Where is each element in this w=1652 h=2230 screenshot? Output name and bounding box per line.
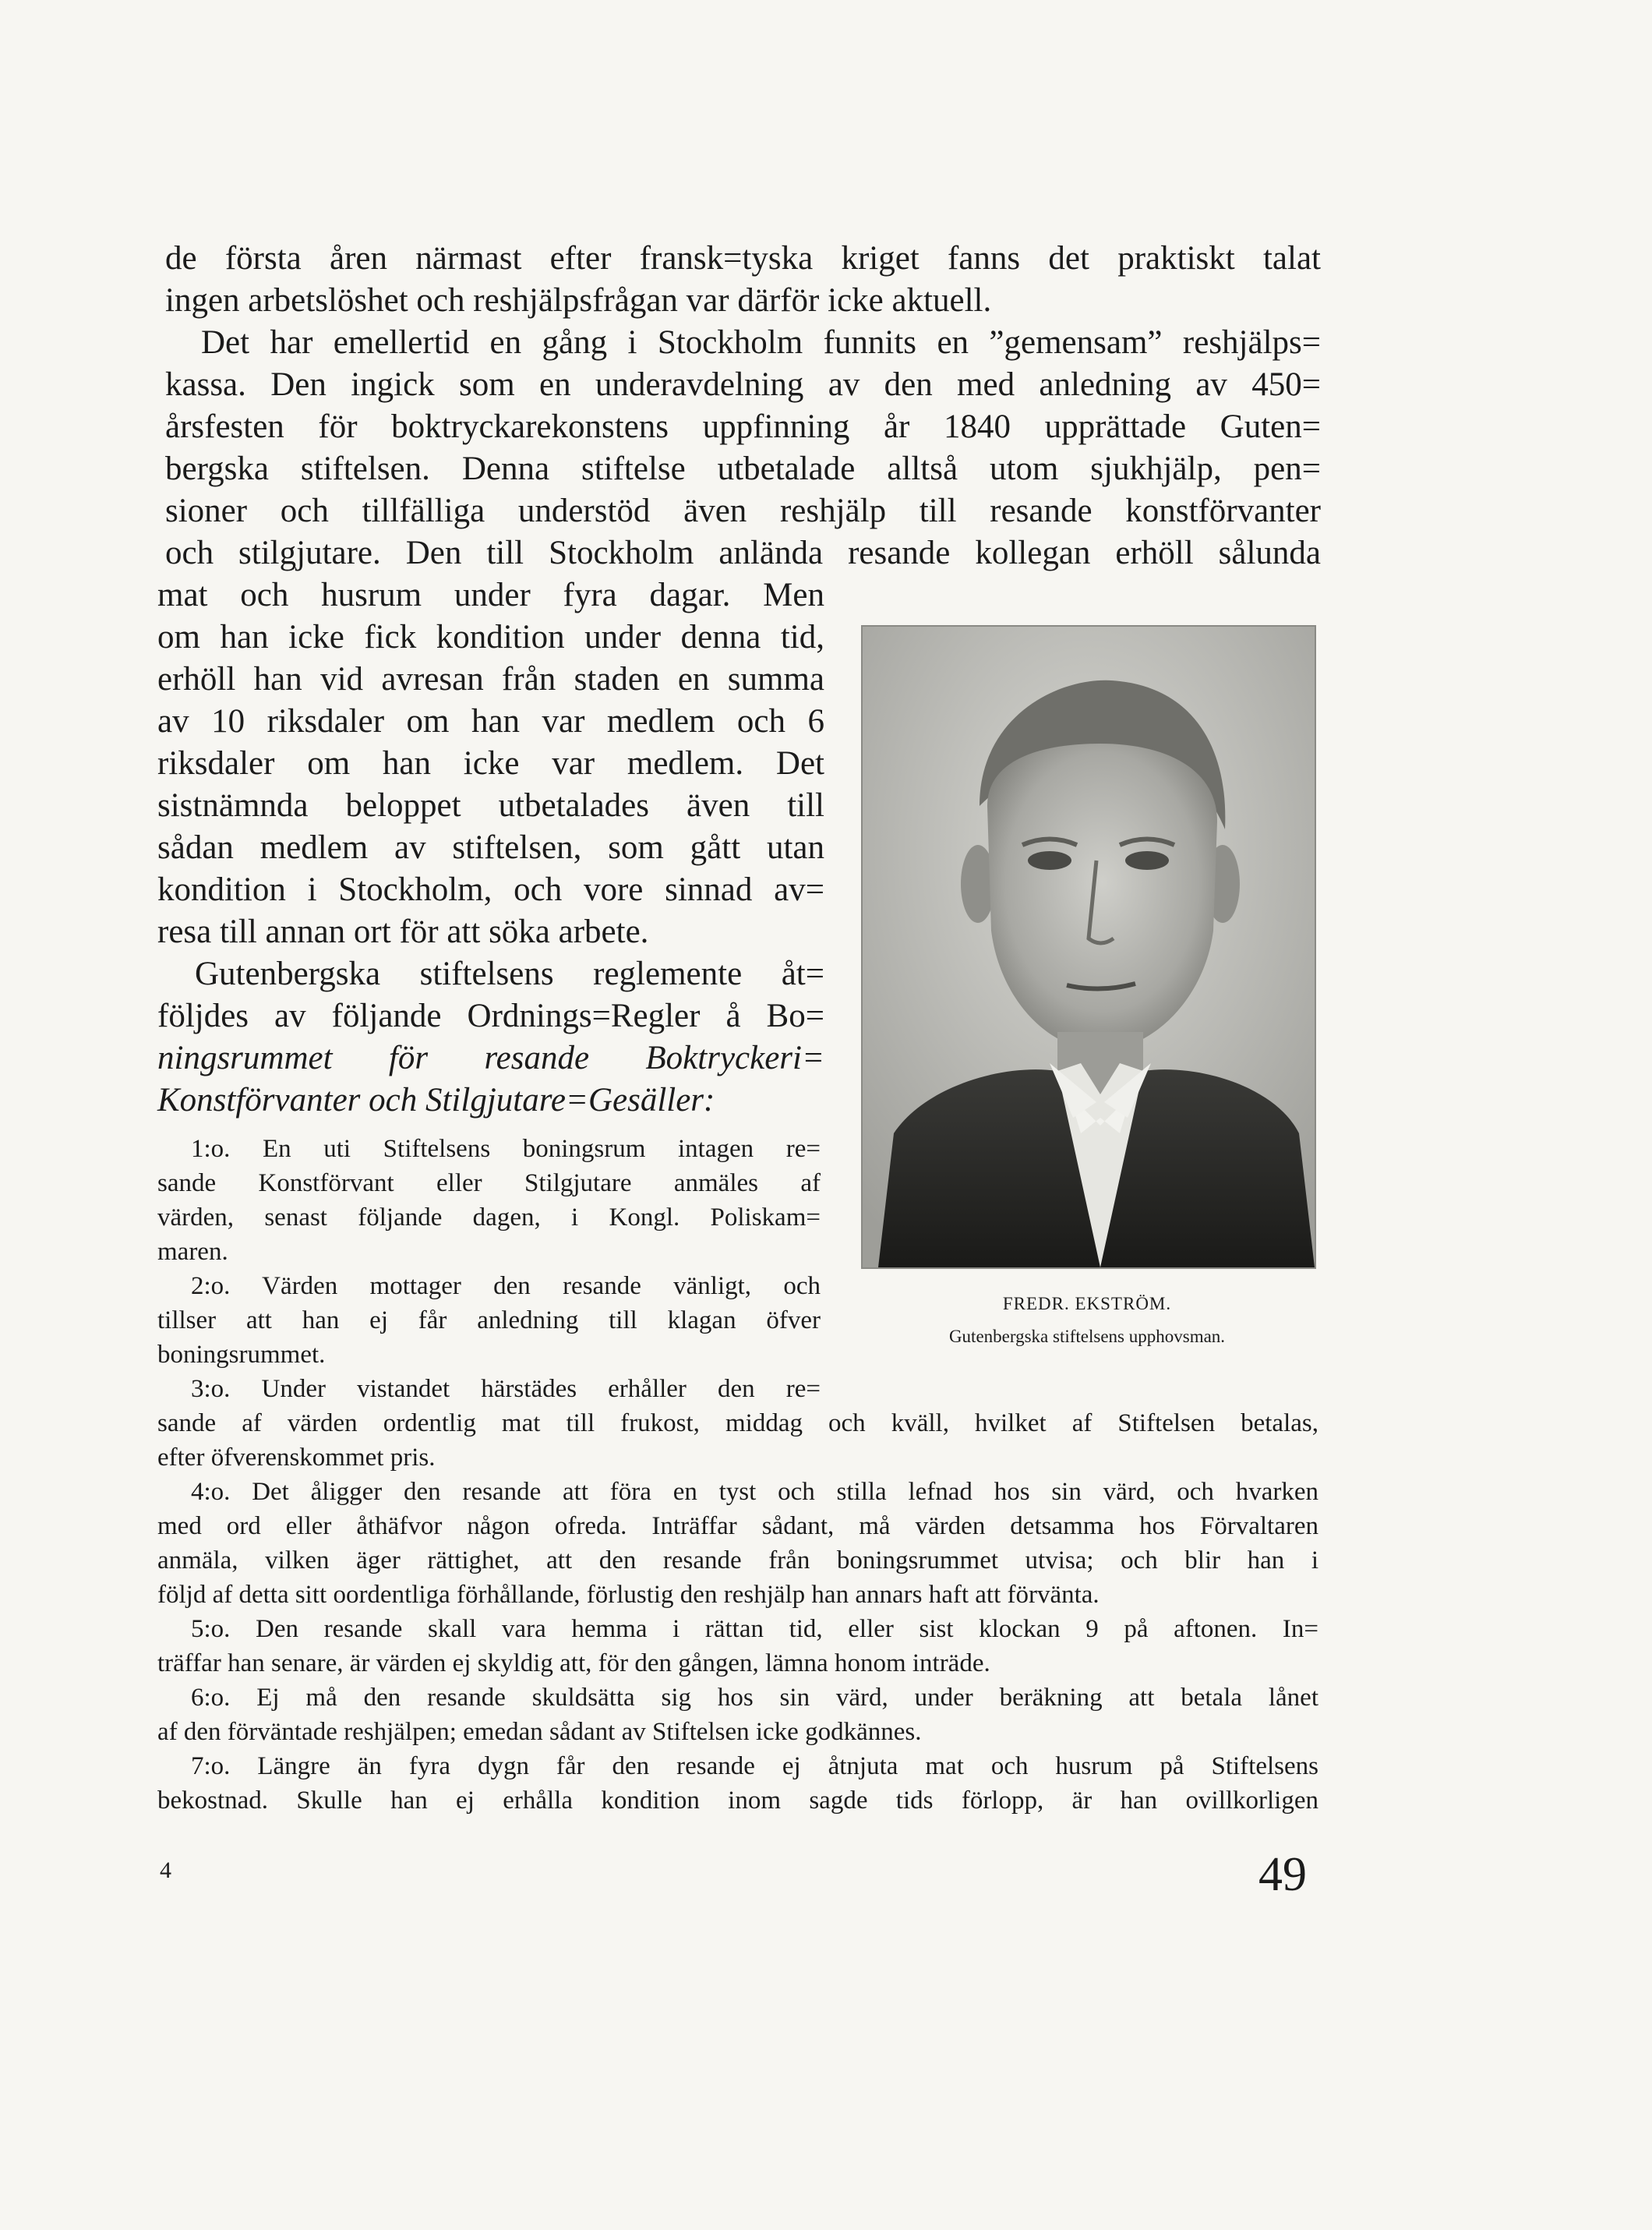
rule-line: efter öfverenskommet pris. — [157, 1444, 436, 1472]
rule-line: med ord eller åthäfvor någon ofreda. Inträffar sådant, må värden detsamma hos Förvaltaren — [157, 1512, 1318, 1540]
text-line: Det har emellertid en gång i Stockholm funnits en ”gemensam” reshjälps= — [201, 324, 1321, 361]
rule-line: 5:o. Den resande skall vara hemma i rättan tid, eller sist klockan 9 på aftonen. In= — [191, 1615, 1318, 1643]
rule-line: af den förväntade reshjälpen; emedan sådant av Stiftelsen icke godkännes. — [157, 1718, 922, 1746]
text-line: ingen arbetslöshet och reshjälpsfrågan var därför icke aktuell. — [165, 282, 992, 319]
rule-line: maren. — [157, 1238, 228, 1266]
rule-line: följd af detta sitt oordentliga förhållande, förlustig den reshjälp han annars haft att förvänta. — [157, 1581, 1100, 1609]
text-line: Konstförvanter och Stilgjutare=Gesäller: — [157, 1082, 715, 1119]
rule-line: anmäla, vilken äger rättighet, att den resande från boningsrummet utvisa; och blir han i — [157, 1546, 1318, 1574]
text-line: riksdaler om han icke var medlem. Det — [157, 745, 824, 782]
rule-line: 1:o. En uti Stiftelsens boningsrum intagen re= — [191, 1135, 821, 1163]
portrait-caption-role: Gutenbergska stiftelsens upphovsman. — [948, 1327, 1226, 1346]
rule-line: 3:o. Under vistandet härstädes erhåller den re= — [191, 1375, 821, 1403]
text-line: de första åren närmast efter fransk=tyska kriget fanns det praktiskt talat — [165, 240, 1321, 277]
text-line: sistnämnda beloppet utbetalades även till — [157, 787, 824, 824]
text-line: bergska stiftelsen. Denna stiftelse utbetalade alltså utom sjukhjälp, pen= — [165, 451, 1321, 487]
text-line: följdes av följande Ordnings=Regler å Bo= — [157, 998, 824, 1034]
text-line: årsfesten för boktryckarekonstens uppfinning år 1840 upprättade Guten= — [165, 408, 1321, 445]
text-line: mat och husrum under fyra dagar. Men — [157, 577, 824, 613]
text-line: om han icke fick kondition under denna tid, — [157, 619, 824, 656]
rule-line: sande Konstförvant eller Stilgjutare anmäles af — [157, 1169, 821, 1197]
text-line: sådan medlem av stiftelsen, som gått utan — [157, 829, 824, 866]
portrait-caption-name: FREDR. EKSTRÖM. — [1002, 1294, 1172, 1313]
page-number: 49 — [1258, 1848, 1307, 1901]
rule-line: träffar han senare, är värden ej skyldig att, för den gången, lämna honom inträde. — [157, 1649, 990, 1677]
text-line: ningsrummet för resande Boktryckeri= — [157, 1040, 824, 1076]
rule-line: värden, senast följande dagen, i Kongl. Poliskam= — [157, 1203, 821, 1232]
signature-mark: 4 — [160, 1857, 171, 1883]
text-line: sioner och tillfälliga understöd även reshjälp till resande konstförvanter — [165, 493, 1321, 529]
rule-line: 4:o. Det åligger den resande att föra en tyst och stilla lefnad hos sin värd, och hvarken — [191, 1478, 1318, 1506]
rule-line: 2:o. Värden mottager den resande vänligt, och — [191, 1272, 821, 1300]
rule-line: sande af värden ordentlig mat till frukost, middag och kväll, hvilket af Stiftelsen betalas, — [157, 1409, 1318, 1437]
text-line: resa till annan ort för att söka arbete. — [157, 914, 649, 950]
text-line: Gutenbergska stiftelsens reglemente åt= — [195, 956, 824, 992]
text-line: och stilgjutare. Den till Stockholm anlända resande kollegan erhöll sålunda — [165, 535, 1321, 571]
text-line: kondition i Stockholm, och vore sinnad av= — [157, 871, 824, 908]
rule-line: boningsrummet. — [157, 1341, 326, 1369]
text-line: av 10 riksdaler om han var medlem och 6 — [157, 703, 824, 740]
rule-line: 7:o. Längre än fyra dygn får den resande ej åtnjuta mat och husrum på Stiftelsens — [191, 1752, 1318, 1780]
text-line: erhöll han vid avresan från staden en summa — [157, 661, 824, 698]
portrait-photo — [861, 625, 1316, 1269]
rule-line: 6:o. Ej må den resande skuldsätta sig hos sin värd, under beräkning att betala lånet — [191, 1684, 1318, 1712]
text-line: kassa. Den ingick som en underavdelning av den med anledning av 450= — [165, 366, 1321, 403]
rule-line: bekostnad. Skulle han ej erhålla kondition inom sagde tids förlopp, är han ovillkorligen — [157, 1786, 1318, 1815]
rule-line: tillser att han ej får anledning till klagan öfver — [157, 1306, 821, 1334]
portrait-illustration — [863, 627, 1315, 1267]
